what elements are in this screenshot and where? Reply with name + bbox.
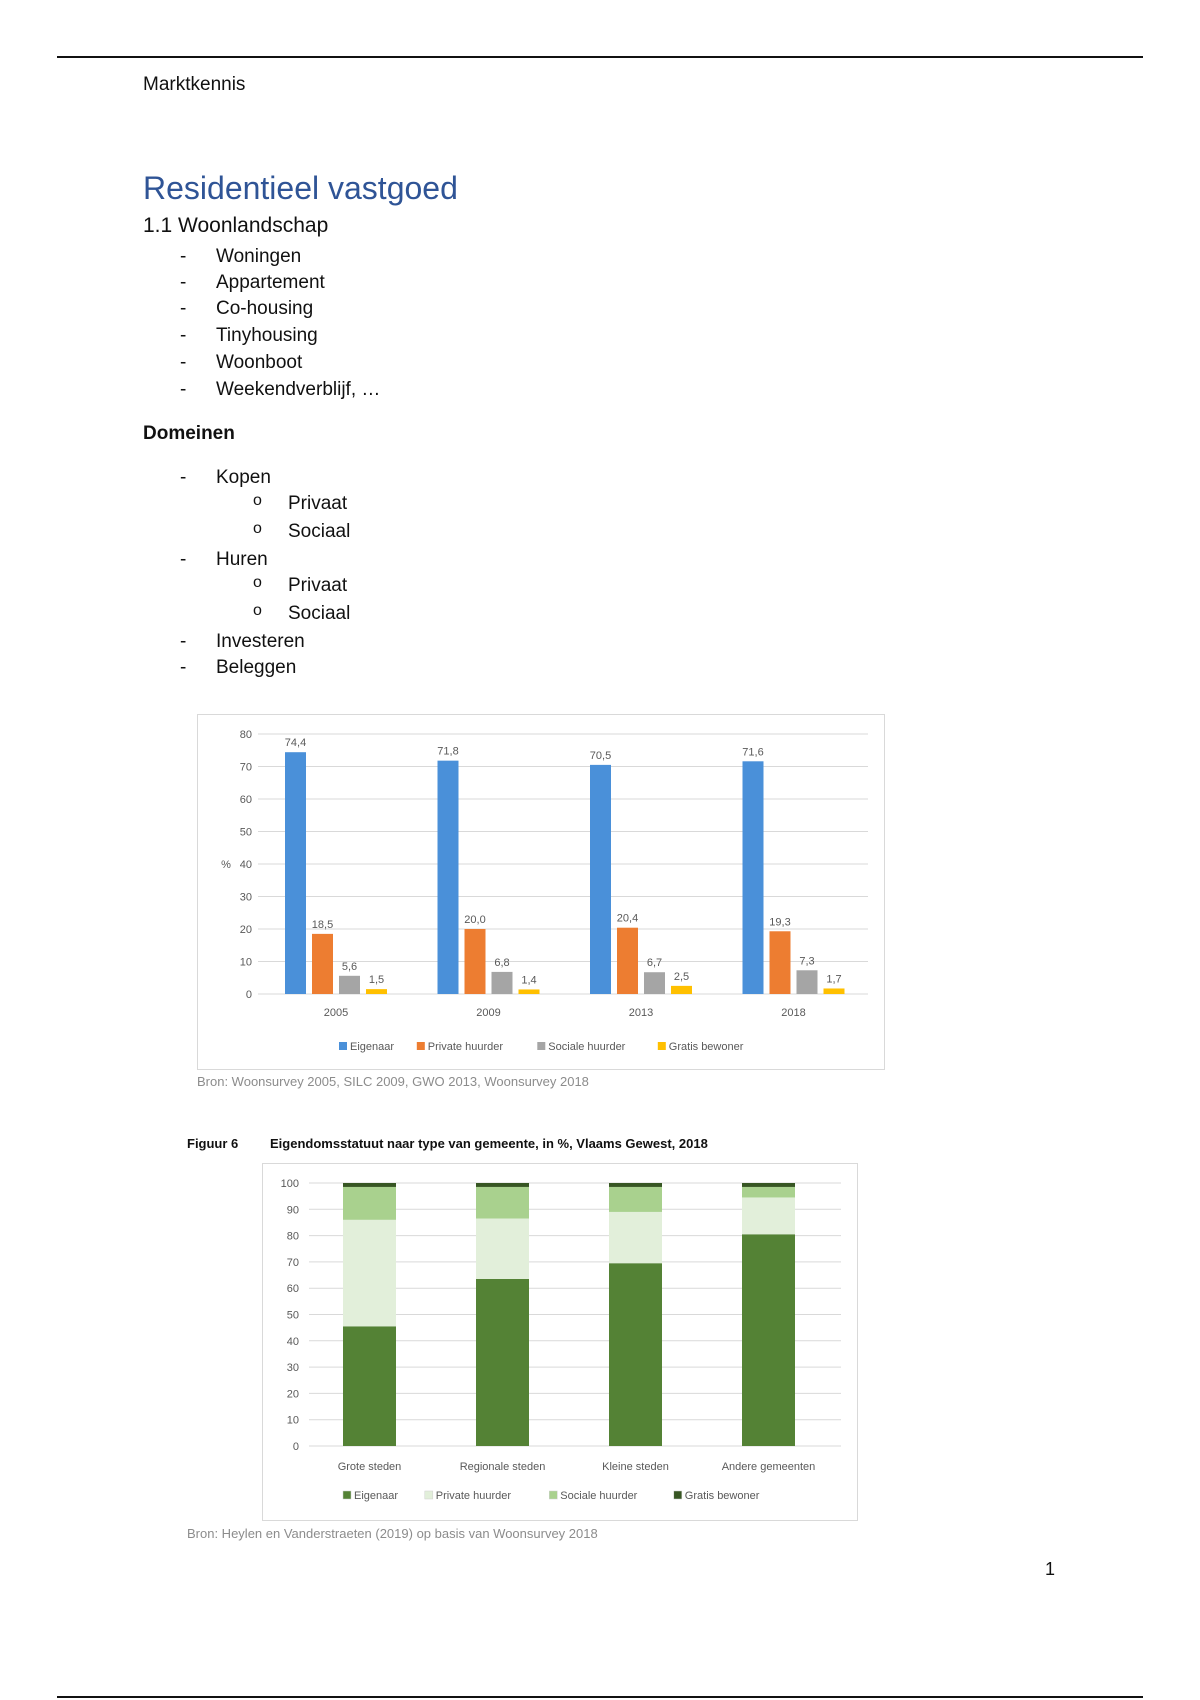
list-item: Investeren xyxy=(216,631,305,652)
bar xyxy=(617,928,638,994)
x-tick-label: Kleine steden xyxy=(602,1461,669,1473)
data-label: 18,5 xyxy=(311,918,334,931)
document-title: Residentieel vastgoed xyxy=(143,170,458,206)
data-label: 20,4 xyxy=(616,912,639,925)
figure-6-title: Eigendomsstatuut naar type van gemeente, in %, Vlaams Gewest, 2018 xyxy=(270,1136,708,1151)
bar xyxy=(824,988,845,994)
figure-6-label: Figuur 6 xyxy=(187,1136,239,1151)
y-tick-label: 80 xyxy=(286,1230,299,1243)
x-tick-label: Grote steden xyxy=(337,1461,402,1473)
y-tick-label: 30 xyxy=(239,891,252,904)
x-tick-label: 2009 xyxy=(476,1007,501,1019)
bar xyxy=(465,929,486,994)
bar xyxy=(366,989,387,994)
y-tick-label: 0 xyxy=(292,1441,299,1453)
bar xyxy=(492,972,513,994)
sub-list-bullet: o xyxy=(253,520,262,537)
bar xyxy=(285,752,306,994)
data-label: 19,3 xyxy=(769,916,791,929)
chart-1-source: Bron: Woonsurvey 2005, SILC 2009, GWO 2013, Woonsurvey 2018 xyxy=(197,1074,589,1089)
legend-label: Eigenaar xyxy=(354,1490,399,1502)
sub-list-item: Sociaal xyxy=(288,521,351,542)
list-item: Co-housing xyxy=(216,298,314,319)
list-item: Huren xyxy=(216,549,268,570)
sub-list-item: Sociaal xyxy=(288,603,351,624)
bar xyxy=(644,972,665,994)
x-tick-label: Regionale steden xyxy=(459,1461,546,1473)
stacked-bar-segment xyxy=(343,1220,396,1327)
data-label: 1,5 xyxy=(368,974,385,987)
data-label: 6,7 xyxy=(646,957,663,970)
data-label: 1,4 xyxy=(521,974,537,987)
footer-rule xyxy=(57,1696,1143,1698)
legend-label: Private huurder xyxy=(435,1490,512,1502)
bar xyxy=(770,931,791,994)
sub-list-bullet: o xyxy=(253,492,262,509)
section-heading: 1.1 Woonlandschap xyxy=(143,214,329,237)
list-bullet: - xyxy=(180,467,187,488)
bar xyxy=(438,761,459,994)
stacked-bar-segment xyxy=(343,1326,396,1446)
page-number: 1 xyxy=(1045,1559,1056,1579)
chart-tenure-by-year-svg xyxy=(198,715,884,1069)
list-bullet: - xyxy=(180,379,187,400)
data-label: 20,0 xyxy=(464,914,486,926)
list-bullet: - xyxy=(180,298,187,319)
bar xyxy=(590,765,611,994)
y-tick-label: 100 xyxy=(280,1178,299,1190)
stacked-bar-segment xyxy=(476,1279,529,1446)
stacked-bar-segment xyxy=(742,1183,795,1187)
y-tick-label: 10 xyxy=(286,1414,299,1427)
x-tick-label: 2018 xyxy=(781,1007,806,1019)
data-label: 1,7 xyxy=(826,973,842,986)
list-bullet: - xyxy=(180,325,187,346)
chart-tenure-by-municipality-svg xyxy=(263,1164,857,1520)
stacked-bar-segment xyxy=(742,1234,795,1446)
domeinen-heading: Domeinen xyxy=(143,423,235,444)
stacked-bar-segment xyxy=(609,1183,662,1187)
y-tick-label: 60 xyxy=(239,794,252,806)
bar xyxy=(519,989,540,994)
legend-swatch xyxy=(658,1042,666,1050)
sub-list-item: Privaat xyxy=(288,575,348,596)
stacked-bar-segment xyxy=(609,1187,662,1212)
page-header: Marktkennis xyxy=(143,74,246,95)
legend-label: Eigenaar xyxy=(350,1041,395,1053)
data-label: 6,8 xyxy=(494,956,510,969)
list-item: Woonboot xyxy=(216,352,303,373)
header-rule xyxy=(57,56,1143,58)
stacked-bar-segment xyxy=(742,1197,795,1234)
legend-label: Private huurder xyxy=(427,1041,504,1053)
legend-label: Gratis bewoner xyxy=(684,1490,760,1502)
stacked-bar-segment xyxy=(742,1187,795,1198)
stacked-bar-segment xyxy=(476,1219,529,1279)
sub-list-bullet: o xyxy=(253,574,262,591)
chart-tenure-by-municipality xyxy=(262,1163,858,1521)
y-tick-label: 70 xyxy=(286,1256,299,1269)
data-label: 5,6 xyxy=(341,960,358,973)
legend-swatch xyxy=(674,1491,682,1499)
stacked-bar-segment xyxy=(609,1263,662,1446)
list-item: Tinyhousing xyxy=(216,325,318,346)
x-tick-label: Andere gemeenten xyxy=(721,1461,816,1473)
stacked-bar-segment xyxy=(343,1187,396,1220)
stacked-bar-segment xyxy=(609,1212,662,1263)
data-label: 70,5 xyxy=(589,749,612,762)
list-bullet: - xyxy=(180,246,187,267)
data-label: 71,6 xyxy=(742,746,764,759)
y-tick-label: 40 xyxy=(286,1335,299,1348)
legend-swatch xyxy=(549,1491,557,1499)
list-bullet: - xyxy=(180,631,187,652)
bar xyxy=(743,761,764,994)
legend-label: Gratis bewoner xyxy=(668,1041,744,1053)
data-label: 2,5 xyxy=(673,970,690,983)
legend-label: Sociale huurder xyxy=(560,1490,638,1502)
list-bullet: - xyxy=(180,657,187,678)
list-item: Weekendverblijf, … xyxy=(216,379,381,400)
data-label: 7,3 xyxy=(799,955,815,968)
y-axis-label: % xyxy=(221,859,231,871)
list-bullet: - xyxy=(180,352,187,373)
y-tick-label: 90 xyxy=(286,1204,299,1217)
y-tick-label: 20 xyxy=(286,1388,299,1401)
legend-label: Sociale huurder xyxy=(548,1041,626,1053)
legend-swatch xyxy=(339,1042,347,1050)
chart-tenure-by-year xyxy=(197,714,885,1070)
y-tick-label: 20 xyxy=(239,924,252,936)
legend-swatch xyxy=(537,1042,545,1050)
stacked-bar-segment xyxy=(476,1187,529,1219)
bar xyxy=(797,970,818,994)
stacked-bar-segment xyxy=(476,1183,529,1187)
list-item: Kopen xyxy=(216,467,271,488)
y-tick-label: 60 xyxy=(286,1283,299,1296)
y-tick-label: 50 xyxy=(239,826,252,839)
list-bullet: - xyxy=(180,549,187,570)
y-tick-label: 30 xyxy=(286,1362,299,1375)
x-tick-label: 2013 xyxy=(628,1007,654,1019)
x-tick-label: 2005 xyxy=(323,1007,349,1019)
list-item: Woningen xyxy=(216,246,302,267)
list-item: Beleggen xyxy=(216,657,297,678)
y-tick-label: 40 xyxy=(239,859,252,871)
y-tick-label: 50 xyxy=(286,1309,299,1322)
bar xyxy=(312,934,333,994)
legend-swatch xyxy=(417,1042,425,1050)
data-label: 71,8 xyxy=(437,745,459,758)
y-tick-label: 0 xyxy=(245,989,252,1001)
sub-list-item: Privaat xyxy=(288,493,348,514)
bar xyxy=(671,986,692,994)
legend-swatch xyxy=(343,1491,351,1499)
stacked-bar-segment xyxy=(343,1183,396,1187)
chart-2-source: Bron: Heylen en Vanderstraeten (2019) op basis van Woonsurvey 2018 xyxy=(187,1526,598,1541)
legend-swatch xyxy=(425,1491,433,1499)
y-tick-label: 70 xyxy=(239,761,252,774)
y-tick-label: 80 xyxy=(239,729,252,741)
list-item: Appartement xyxy=(216,272,325,293)
list-bullet: - xyxy=(180,272,187,293)
data-label: 74,4 xyxy=(284,737,307,750)
sub-list-bullet: o xyxy=(253,602,262,619)
bar xyxy=(339,976,360,994)
y-tick-label: 10 xyxy=(239,956,252,969)
